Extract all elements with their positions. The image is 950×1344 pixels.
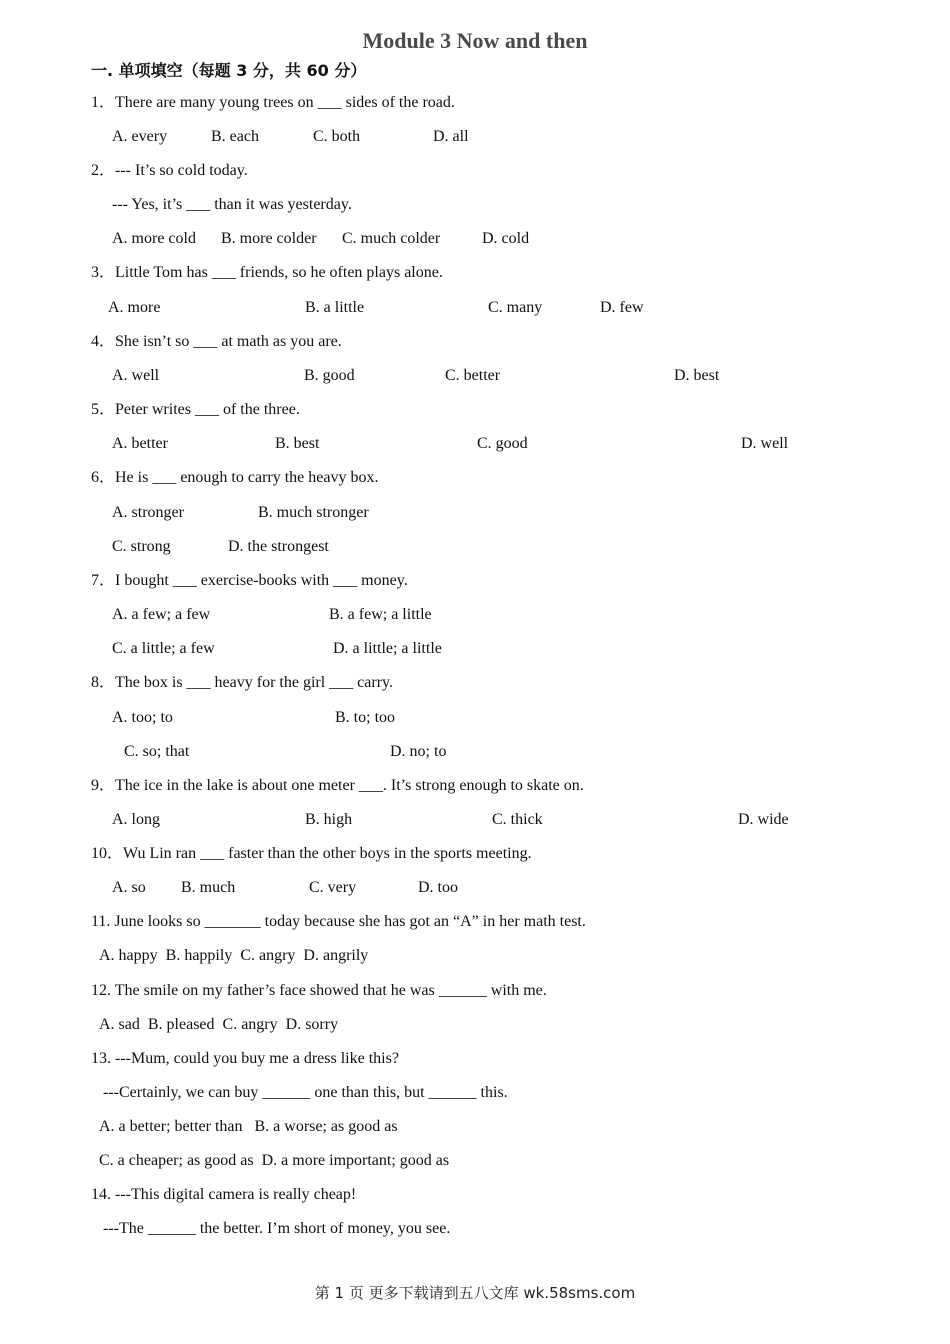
- question-10-option-d: D. too: [418, 879, 458, 896]
- question-4-option-d: D. best: [674, 367, 720, 384]
- question-14-stem: 14. ---This digital camera is really cheap!: [91, 1186, 357, 1203]
- question-11-stem: 11. June looks so _______ today because she has got an “A” in her math test.: [91, 913, 586, 930]
- question-4-stem: 4．She isn’t so ___ at math as you are.: [91, 333, 342, 350]
- question-1-option-d: D. all: [433, 128, 469, 145]
- question-9-option-d: D. wide: [738, 811, 789, 828]
- question-7-option-a: A. a few; a few: [112, 606, 211, 623]
- question-1-option-c: C. both: [313, 128, 361, 145]
- question-1-stem: 1．There are many young trees on ___ sides of the road.: [91, 94, 455, 111]
- question-8-option-a: A. too; to: [112, 709, 173, 726]
- question-1-option-a: A. every: [112, 128, 168, 145]
- question-10-option-c: C. very: [309, 879, 357, 896]
- question-5-stem: 5．Peter writes ___ of the three.: [91, 401, 300, 418]
- question-1-option-b: B. each: [211, 128, 259, 145]
- question-2-option-c: C. much colder: [342, 230, 441, 247]
- question-7-option-b: B. a few; a little: [329, 606, 432, 623]
- question-3-option-b: B. a little: [305, 299, 365, 316]
- question-8-option-b: B. to; too: [335, 709, 396, 726]
- question-13-options-row-1: A. a better; better than B. a worse; as good as: [99, 1118, 398, 1135]
- question-3-option-c: C. many: [488, 299, 543, 316]
- question-8-stem: 8．The box is ___ heavy for the girl ___ carry.: [91, 674, 393, 691]
- question-12-options: A. sad B. pleased C. angry D. sorry: [99, 1016, 339, 1033]
- question-9-option-c: C. thick: [492, 811, 543, 828]
- page-title: Module 3 Now and then: [362, 28, 588, 53]
- question-7-stem: 7．I bought ___ exercise-books with ___ money.: [91, 572, 408, 589]
- question-14-stem-reply: ---The ______ the better. I’m short of money, you see.: [103, 1220, 451, 1237]
- question-4-option-a: A. well: [112, 367, 160, 384]
- question-13-stem-reply: ---Certainly, we can buy ______ one than this, but ______ this.: [103, 1084, 508, 1101]
- question-10-option-b: B. much: [181, 879, 236, 896]
- question-3-option-a: A. more: [108, 299, 161, 316]
- question-3-option-d: D. few: [600, 299, 644, 316]
- question-10-stem: 10．Wu Lin ran ___ faster than the other boys in the sports meeting.: [91, 845, 532, 862]
- question-6-option-c: C. strong: [112, 538, 171, 555]
- question-4-option-c: C. better: [445, 367, 501, 384]
- question-2-option-b: B. more colder: [221, 230, 317, 247]
- question-9-option-a: A. long: [112, 811, 160, 828]
- question-6-stem: 6．He is ___ enough to carry the heavy box.: [91, 469, 379, 486]
- question-4-option-b: B. good: [304, 367, 355, 384]
- question-5-option-d: D. well: [741, 435, 789, 452]
- question-7-option-c: C. a little; a few: [112, 640, 215, 657]
- question-8-option-c: C. so; that: [124, 743, 190, 760]
- question-5-option-b: B. best: [275, 435, 320, 452]
- question-12-stem: 12. The smile on my father’s face showed that he was ______ with me.: [91, 982, 547, 999]
- question-9-stem: 9．The ice in the lake is about one meter ___. It’s strong enough to skate on.: [91, 777, 584, 794]
- question-13-options-row-2: C. a cheaper; as good as D. a more important; good as: [99, 1152, 450, 1169]
- question-2-option-a: A. more cold: [112, 230, 196, 247]
- question-7-option-d: D. a little; a little: [333, 640, 442, 657]
- page-footer: 第 1 页 更多下载请到五八文库 wk.58sms.com: [314, 1284, 636, 1302]
- question-6-option-a: A. stronger: [112, 504, 184, 521]
- question-11-options: A. happy B. happily C. angry D. angrily: [99, 947, 369, 964]
- question-8-option-d: D. no; to: [390, 743, 447, 760]
- question-3-stem: 3．Little Tom has ___ friends, so he often plays alone.: [91, 264, 443, 281]
- question-2-stem-reply: --- Yes, it’s ___ than it was yesterday.: [112, 196, 352, 213]
- question-10-option-a: A. so: [112, 879, 146, 896]
- question-13-stem: 13. ---Mum, could you buy me a dress like this?: [91, 1050, 399, 1067]
- question-5-option-a: A. better: [112, 435, 168, 452]
- question-2-stem: 2．--- It’s so cold today.: [91, 162, 248, 179]
- question-6-option-d: D. the strongest: [228, 538, 329, 555]
- section-heading: 一. 单项填空（每题 3 分，共 60 分）: [91, 61, 367, 80]
- question-5-option-c: C. good: [477, 435, 528, 452]
- question-9-option-b: B. high: [305, 811, 353, 828]
- question-2-option-d: D. cold: [482, 230, 530, 247]
- question-6-option-b: B. much stronger: [258, 504, 369, 521]
